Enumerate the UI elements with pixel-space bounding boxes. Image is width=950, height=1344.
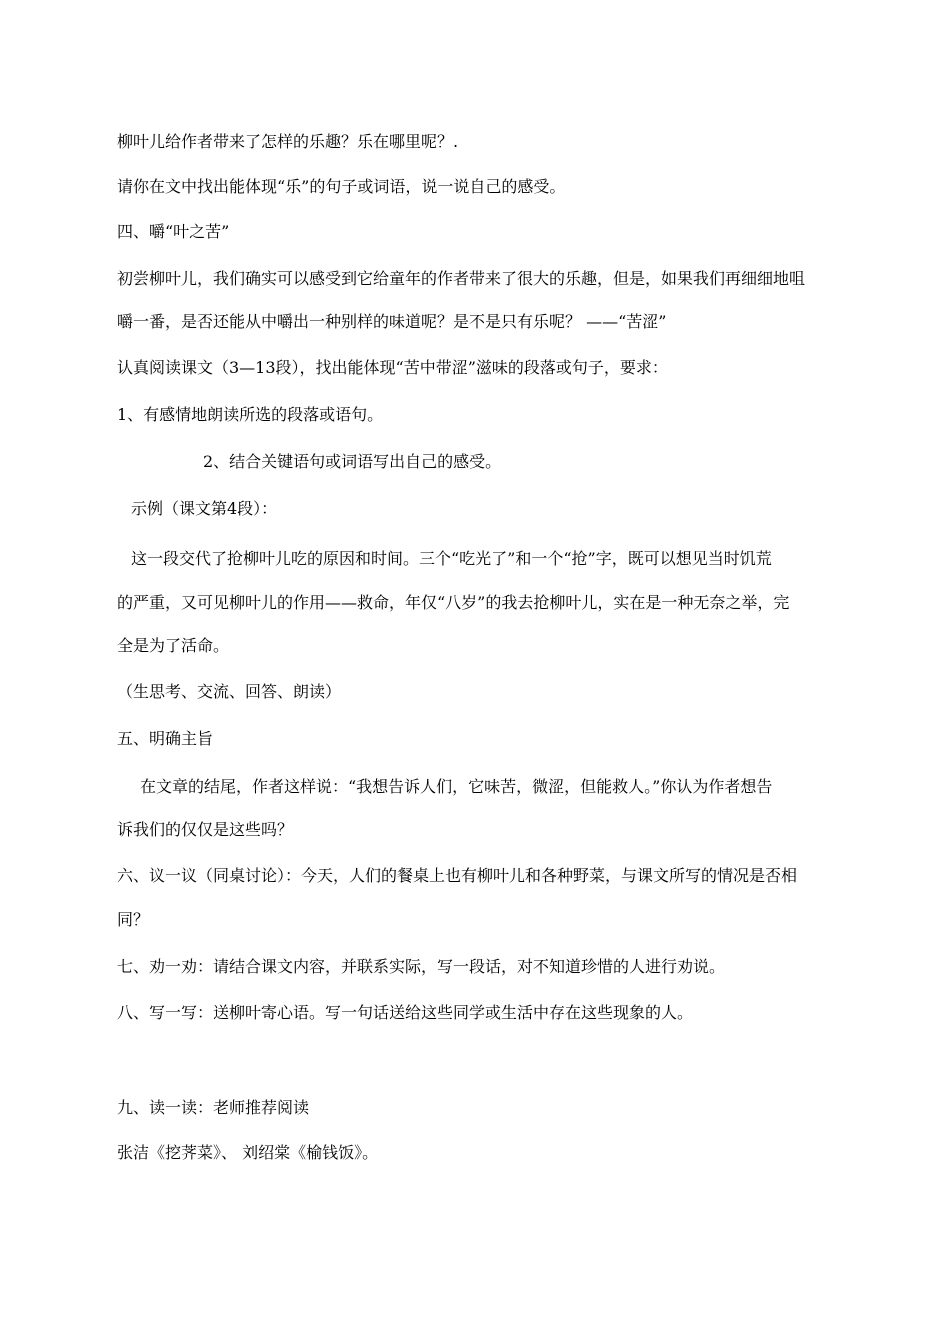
- section-8: 八、写一写：送柳叶寄心语。写一句话送给这些同学或生活中存在这些现象的人。: [117, 1003, 694, 1022]
- requirement-1: 1、有感情地朗读所选的段落或语句。: [117, 405, 384, 424]
- theme-paragraph-line-1: 在文章的结尾，作者这样说：“我想告诉人们，它味苦，微涩，但能救人。”你认为作者想告: [140, 777, 773, 796]
- section-6-line-2: 同？: [117, 910, 150, 929]
- example-text-line-3: 全是为了活命。: [117, 636, 230, 655]
- example-text-line-1: 这一段交代了抢柳叶儿吃的原因和时间。三个“吃光了”和一个“抢”字，既可以想见当时饥荒: [131, 549, 772, 568]
- section-5-heading: 五、明确主旨: [117, 729, 214, 748]
- example-heading: 示例（课文第4段）：: [131, 499, 278, 518]
- paragraph-bitter-line-2: 嚼一番，是否还能从中嚼出一种别样的味道呢？是不是只有乐呢？ ——“苦涩”: [117, 312, 667, 331]
- section-6-line-1: 六、议一议（同桌讨论）：今天，人们的餐桌上也有柳叶儿和各种野菜，与课文所写的情况是否相: [117, 866, 798, 885]
- find-joy-instruction: 请你在文中找出能体现“乐”的句子或词语，说一说自己的感受。: [117, 177, 566, 196]
- requirement-2: 2、结合关键语句或词语写出自己的感受。: [203, 452, 502, 471]
- question-joy-line: 柳叶儿给作者带来了怎样的乐趣？乐在哪里呢？.: [117, 132, 459, 151]
- reading-task-instruction: 认真阅读课文（3—13段），找出能体现“苦中带涩”滋味的段落或句子，要求：: [117, 358, 668, 377]
- student-activity-note: （生思考、交流、回答、朗读）: [117, 682, 342, 701]
- paragraph-bitter-line-1: 初尝柳叶儿，我们确实可以感受到它给童年的作者带来了很大的乐趣，但是，如果我们再细细地咀: [117, 269, 806, 288]
- section-7: 七、劝一劝：请结合课文内容，并联系实际，写一段话，对不知道珍惜的人进行劝说。: [117, 957, 726, 976]
- recommended-reading: 张洁《挖荠菜》、 刘绍棠《榆钱饭》。: [117, 1143, 379, 1162]
- section-4-heading: 四、嚼“叶之苦”: [117, 222, 230, 241]
- section-9-heading: 九、读一读：老师推荐阅读: [117, 1098, 310, 1117]
- theme-paragraph-line-2: 诉我们的仅仅是这些吗？: [117, 820, 294, 839]
- example-text-line-2: 的严重，又可见柳叶儿的作用——救命，年仅“八岁”的我去抢柳叶儿，实在是一种无奈之举，完: [117, 593, 790, 612]
